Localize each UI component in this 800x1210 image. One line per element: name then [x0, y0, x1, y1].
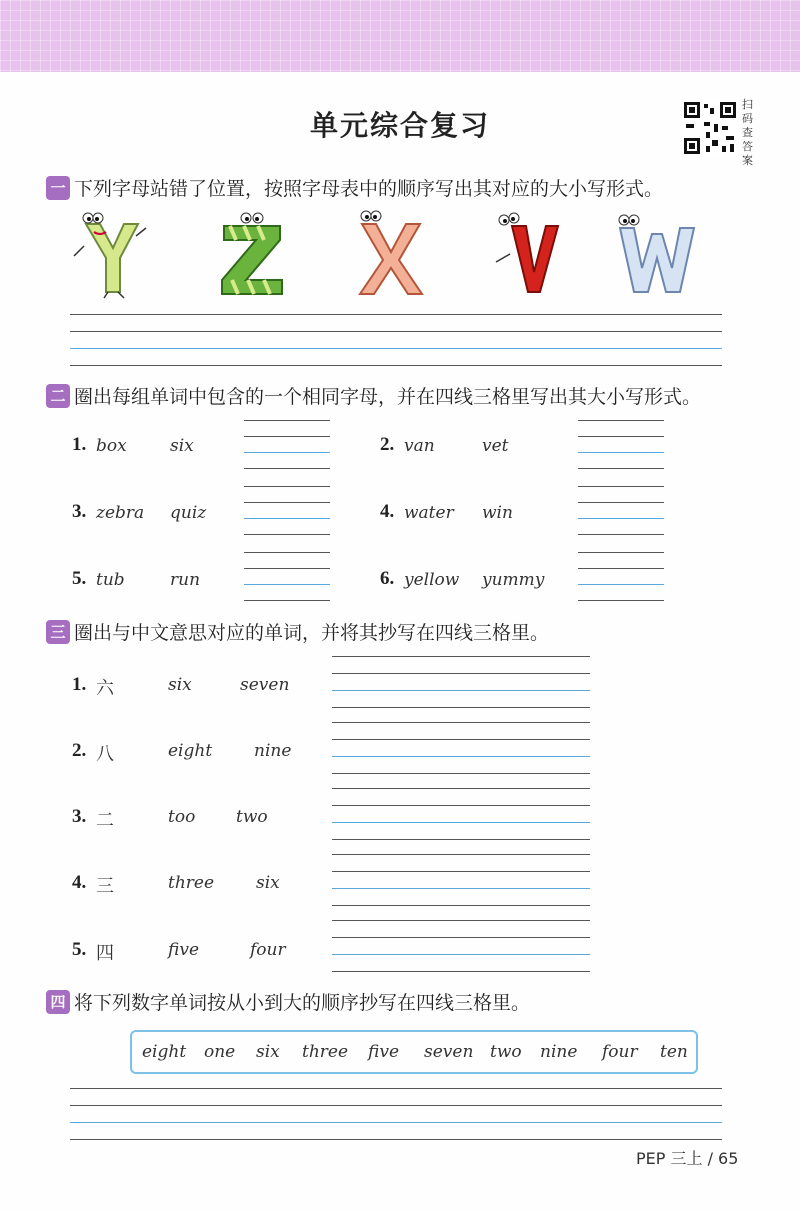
s3-chinese: 六 [96, 678, 114, 699]
section3-instruction: 圈出与中文意思对应的单词，并将其抄写在四线三格里。 [74, 622, 550, 644]
letter-y-cartoon [64, 206, 154, 302]
s3-word: four [250, 940, 286, 960]
s3-item-number: 2. [72, 740, 87, 761]
s2-item-number: 2. [380, 434, 395, 455]
s2-word: win [482, 503, 513, 523]
s2-word: van [404, 436, 435, 456]
s3-word: seven [240, 675, 290, 695]
s2-word: zebra [96, 503, 145, 523]
number-word: nine [540, 1042, 578, 1062]
number-word: two [490, 1042, 522, 1062]
number-word: six [256, 1042, 280, 1062]
section1-heading [46, 174, 663, 201]
s3-word: six [256, 873, 280, 893]
s3-word: eight [168, 741, 213, 761]
s2-item-number: 4. [380, 501, 395, 522]
s3-chinese: 三 [96, 876, 114, 897]
s2-word: yummy [482, 570, 545, 590]
section2-heading [46, 382, 701, 409]
s2-item-number: 3. [72, 501, 87, 522]
number-word: three [302, 1042, 349, 1062]
s2-word: water [404, 503, 454, 523]
number-word-box [130, 1030, 698, 1074]
s2-word: yellow [404, 570, 460, 590]
section1-instruction: 下列字母站错了位置，按照字母表中的顺序写出其对应的大小写形式。 [74, 178, 664, 200]
section2-badge: 二 [46, 384, 70, 408]
section1-badge: 一 [46, 176, 70, 200]
qr-code-icon [682, 100, 738, 156]
s3-item-number: 3. [72, 806, 87, 827]
section4-badge: 四 [46, 990, 70, 1014]
s3-chinese: 二 [96, 810, 114, 831]
page-title: 单元综合复习 [309, 109, 490, 142]
s2-word: six [170, 436, 194, 456]
s2-item-number: 1. [72, 434, 87, 455]
number-word: ten [660, 1042, 688, 1062]
s3-word: two [236, 807, 268, 827]
s3-word: five [168, 940, 200, 960]
section3-badge: 三 [46, 620, 70, 644]
letter-z-cartoon [206, 206, 296, 302]
number-word: eight [142, 1042, 187, 1062]
s3-chinese: 四 [96, 943, 114, 964]
s2-word: vet [482, 436, 509, 456]
number-word: one [204, 1042, 236, 1062]
number-word: seven [424, 1042, 474, 1062]
s3-word: three [168, 873, 215, 893]
page-footer: PEP 三上 / 65 [636, 1149, 739, 1168]
s3-item-number: 5. [72, 939, 87, 960]
s3-word: too [168, 807, 196, 827]
qr-label: 扫码查答案 [742, 98, 753, 167]
s3-word: nine [254, 741, 292, 761]
section2-instruction: 圈出每组单词中包含的一个相同字母，并在四线三格里写出其大小写形式。 [74, 386, 702, 408]
s3-item-number: 4. [72, 872, 87, 893]
number-word: four [602, 1042, 638, 1062]
number-word: five [368, 1042, 400, 1062]
section3-heading [46, 618, 549, 645]
section4-instruction: 将下列数字单词按从小到大的顺序抄写在四线三格里。 [74, 992, 531, 1014]
letter-w-cartoon [610, 206, 700, 302]
s2-item-number: 6. [380, 568, 395, 589]
s2-item-number: 5. [72, 568, 87, 589]
section4-heading [46, 988, 530, 1015]
s3-word: six [168, 675, 192, 695]
s2-word: tub [96, 570, 125, 590]
letter-x-cartoon [346, 206, 436, 302]
header-band [0, 0, 800, 72]
s2-word: quiz [170, 503, 207, 523]
letter-v-cartoon [486, 206, 576, 302]
s3-item-number: 1. [72, 674, 87, 695]
s3-chinese: 八 [96, 744, 114, 765]
s2-word: run [170, 570, 201, 590]
s2-word: box [96, 436, 127, 456]
